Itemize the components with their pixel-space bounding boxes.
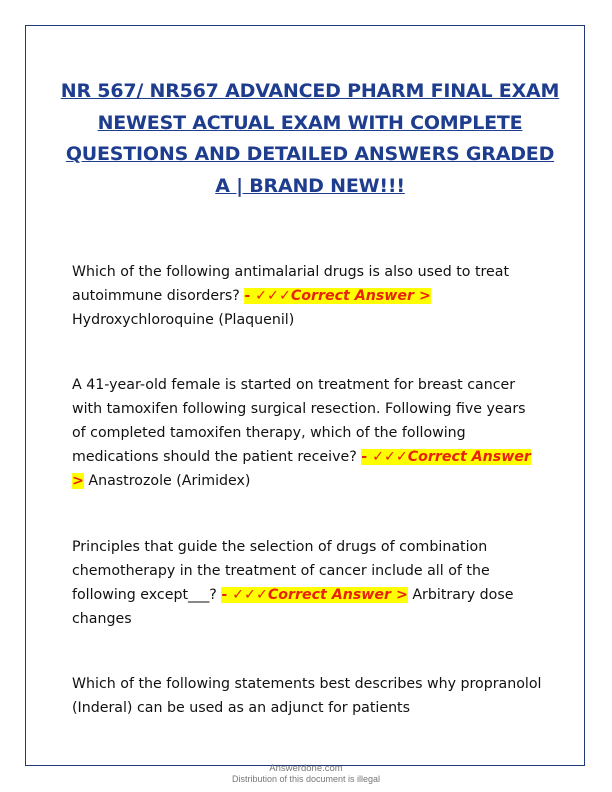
correct-answer-label: Correct Answer > [267,587,408,603]
document-title: NR 567/ NR567 ADVANCED PHARM FINAL EXAM NEWEST ACTUAL EXAM WITH COMPLETE QUESTIONS AND DETAILED ANSWERS GRADED A | BRAND NEW!!! [60,80,560,197]
checkmarks: - ✓✓✓ [244,288,291,304]
watermark-notice: Distribution of this document is illegal [231,774,381,784]
question-text: Which of the following statements best describes why propranolol (Inderal) can be used as an adjunct for patients [72,676,542,716]
qa-item-1 [72,260,542,332]
answer-text: Anastrozole (Arimidex) [83,473,251,489]
correct-answer-marker [221,587,407,603]
answer-text: Hydroxychloroquine (Plaquenil) [72,312,295,328]
correct-answer-marker [244,288,430,304]
qa-item-4 [72,672,542,720]
correct-answer-label: Correct Answer > [290,288,431,304]
qa-item-3 [72,535,542,631]
qa-item-2 [72,373,542,493]
correct-answer-label: Correct Answer > [72,449,531,489]
answer-text: Arbitrary dose changes [72,587,514,627]
question-text: Principles that guide the selection of drugs of combination chemotherapy in the treatment of cancer include all of the following except___? [72,539,490,603]
watermark-site: Answerdone.com [269,763,343,774]
question-text: A 41-year-old female is started on treatment for breast cancer with tamoxifen following surgical resection. Following five years of completed tamoxifen therapy, which of the following medications should the patient receive? [72,377,526,465]
checkmarks: - ✓✓✓ [361,449,408,465]
checkmarks: - ✓✓✓ [221,587,268,603]
question-text: Which of the following antimalarial drugs is also used to treat autoimmune disorders? [72,264,510,304]
